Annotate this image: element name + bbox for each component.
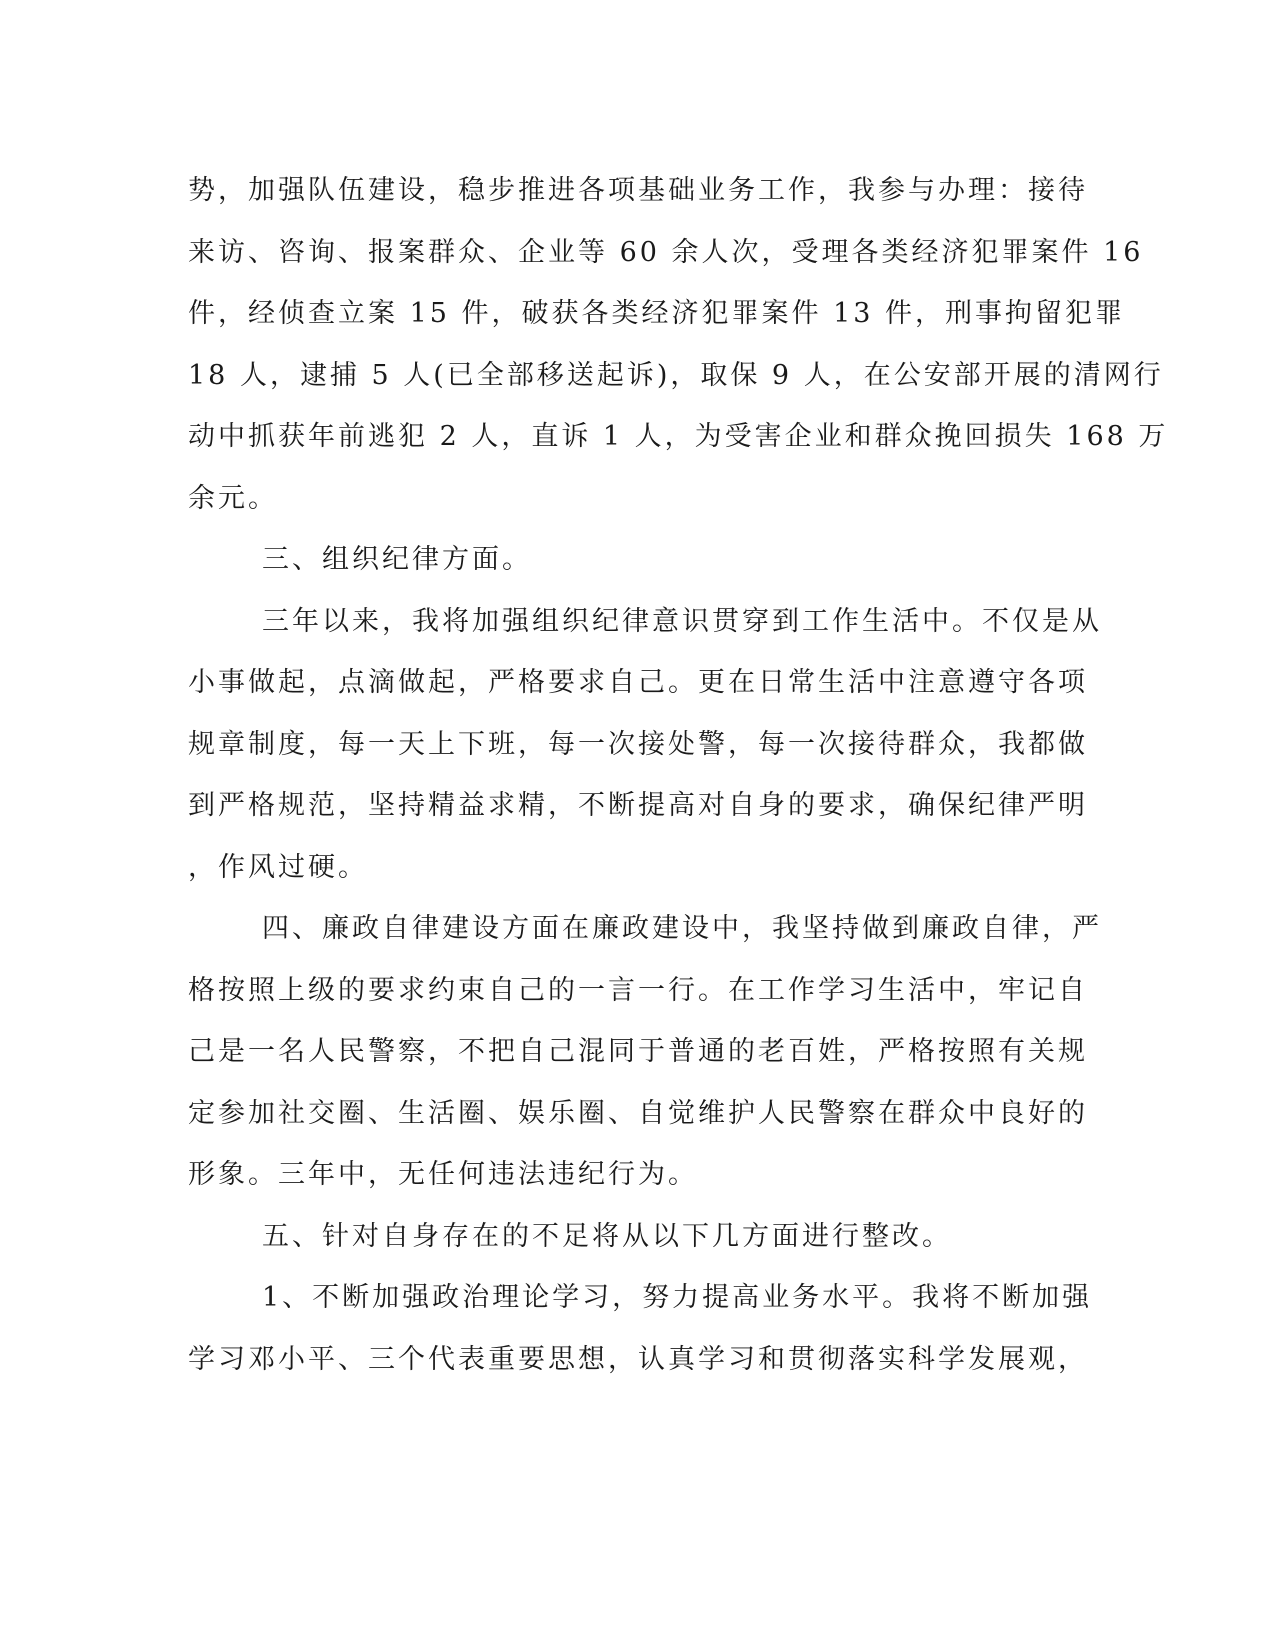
text-line: 来访、咨询、报案群众、企业等 60 余人次，受理各类经济犯罪案件 16: [188, 236, 1144, 268]
body-text: [188, 160, 1169, 1390]
text-line: 势，加强队伍建设，稳步推进各项基础业务工作，我参与办理：接待: [188, 175, 1088, 206]
text-line: 定参加社交圈、生活圈、娱乐圈、自觉维护人民警察在群众中良好的: [188, 1097, 1088, 1129]
text-line: 18 人，逮捕 5 人(已全部移送起诉)，取保 9 人，在公安部开展的清网行: [188, 359, 1164, 391]
text-line: 形象。三年中，无任何违法违纪行为。: [188, 1159, 698, 1190]
text-line: 余元。: [188, 482, 278, 514]
text-line: 动中抓获年前逃犯 2 人，直诉 1 人，为受害企业和群众挽回损失 168 万: [188, 421, 1169, 452]
text-line: 三年以来，我将加强组织纪律意识贯穿到工作生活中。不仅是从: [262, 605, 1102, 637]
text-line: 到严格规范，坚持精益求精，不断提高对自身的要求，确保纪律严明: [188, 790, 1088, 821]
text-line: 件，经侦查立案 15 件，破获各类经济犯罪案件 13 件，刑事拘留犯罪: [188, 298, 1126, 329]
section-heading: 四、廉政自律建设方面在廉政建设中，我坚持做到廉政自律，严: [262, 913, 1102, 944]
section-heading: 三、组织纪律方面。: [262, 544, 532, 575]
text-line: 格按照上级的要求约束自己的一言一行。在工作学习生活中，牢记自: [188, 974, 1088, 1006]
text-line: 规章制度，每一天上下班，每一次接处警，每一次接待群众，我都做: [188, 728, 1088, 760]
text-line: 小事做起，点滴做起，严格要求自己。更在日常生活中注意遵守各项: [188, 667, 1088, 698]
text-line: 学习邓小平、三个代表重要思想，认真学习和贯彻落实科学发展观，: [188, 1343, 1088, 1375]
text-line: ，作风过硬。: [188, 851, 368, 883]
section-heading: 五、针对自身存在的不足将从以下几方面进行整改。: [262, 1220, 952, 1252]
text-line: 己是一名人民警察，不把自己混同于普通的老百姓，严格按照有关规: [188, 1036, 1088, 1067]
list-item: 1、不断加强政治理论学习，努力提高业务水平。我将不断加强: [262, 1282, 1093, 1313]
